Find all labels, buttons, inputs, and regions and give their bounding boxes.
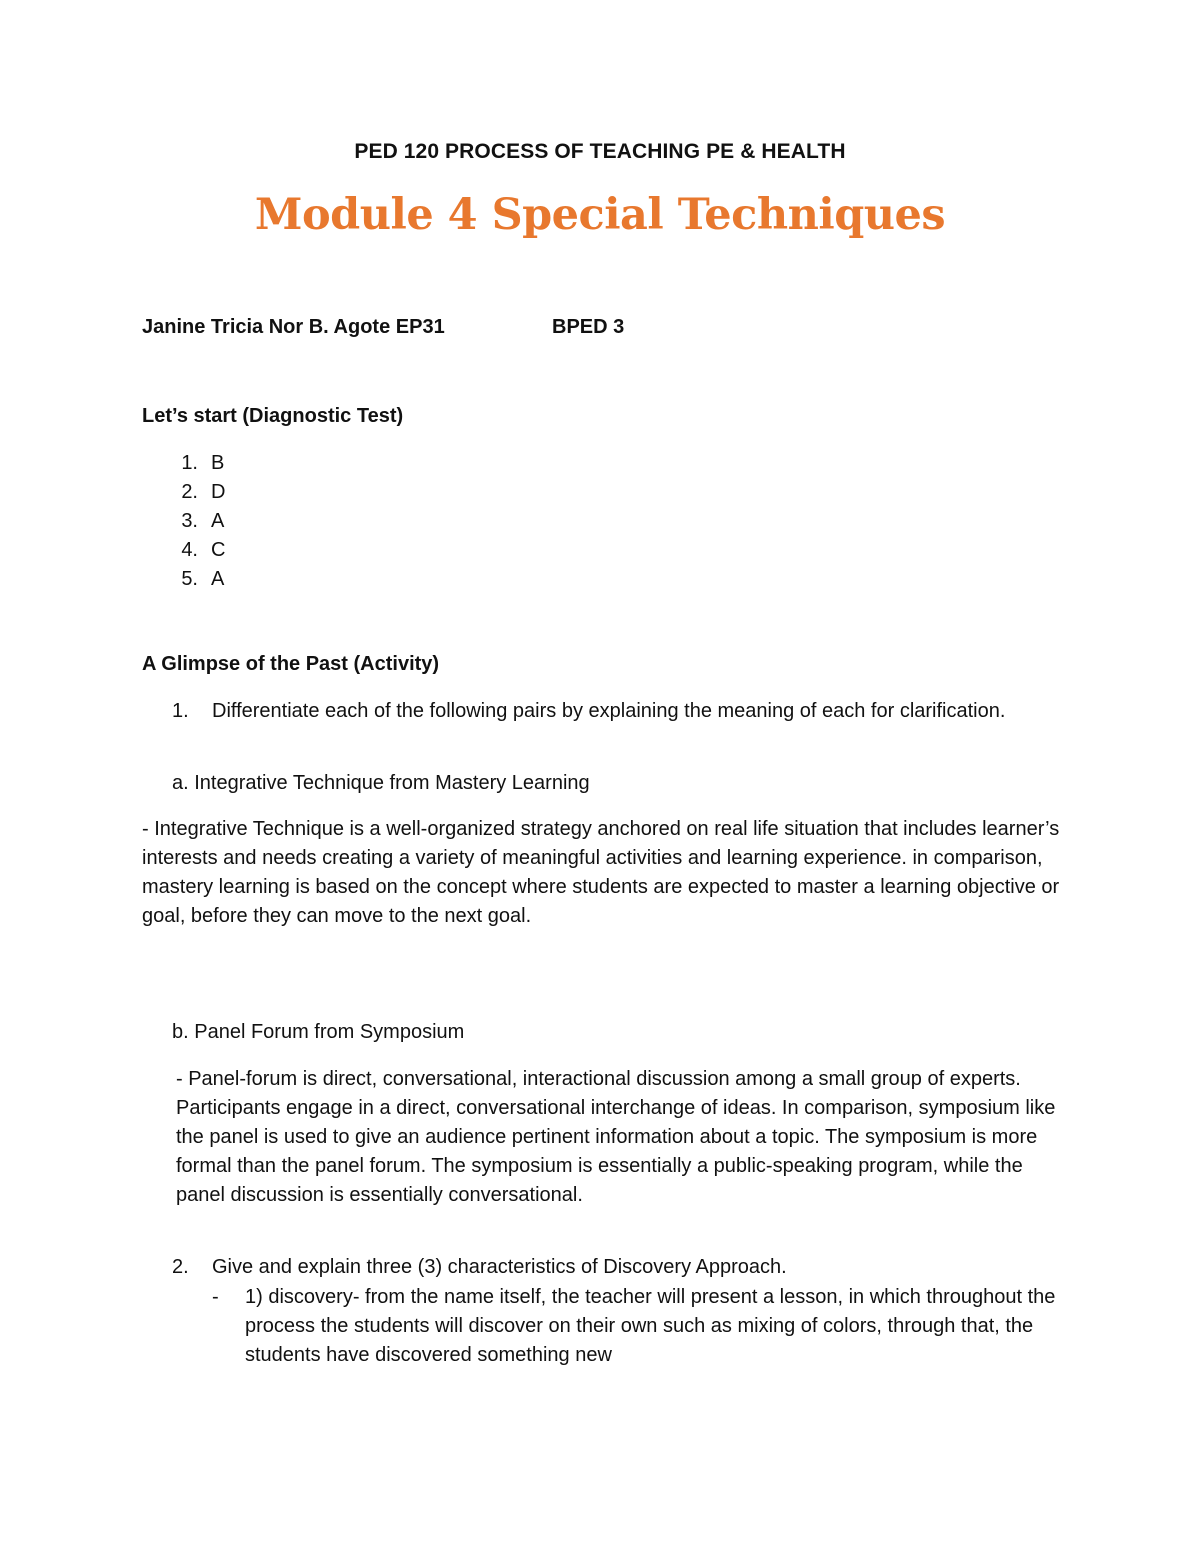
student-class: BPED 3 [552,316,625,338]
answer-value: B [211,452,225,474]
characteristic-item [212,1283,1062,1370]
question-number: 1. [172,700,189,722]
question-text: Give and explain three (3) characteristics of Discovery Approach. [212,1256,787,1278]
pair-b-answer: - Panel-forum is direct, conversational, interactional discussion among a small group of experts. Participants engage in a direct, conversational interchange of ideas. In comparison, symposium like the panel is used to give an audience pertinent information about a topic. The symposium is more formal than the panel forum. The symposium is essentially a public-speaking program, while the panel discussion is essentially conversational. [176,1068,1056,1206]
question-1 [172,697,1052,726]
module-title: Module 4 Special Techniques [254,190,946,240]
pair-b-label: b. Panel Forum from Symposium [172,1021,465,1043]
diagnostic-heading: Let’s start (Diagnostic Test) [142,405,404,427]
question-number: 2. [172,1256,189,1278]
answer-number: 1. [181,452,198,474]
answer-number: 4. [181,539,198,561]
pair-a-label: a. Integrative Technique from Mastery Learning [172,772,590,794]
pair-a-answer: - Integrative Technique is a well-organized strategy anchored on real life situation that includes learner’s interests and needs creating a variety of meaningful activities and learning experience. in comparison, mastery learning is based on the concept where students are expected to master a learning objective or goal, before they can move to the next goal. [142,818,1060,927]
student-name: Janine Tricia Nor B. Agote EP31 [142,316,445,338]
answer-value: A [211,510,225,532]
answer-value: C [211,539,226,561]
answer-number: 2. [181,481,198,503]
answer-item [142,536,226,565]
answer-item [142,507,225,536]
activity-heading: A Glimpse of the Past (Activity) [142,653,440,675]
student-info [142,316,625,339]
answer-value: A [211,568,225,590]
answer-item [142,565,225,594]
answer-number: 3. [181,510,198,532]
question-2 [172,1253,1072,1282]
question-text: Differentiate each of the following pairs by explaining the meaning of each for clarification. [212,700,1006,722]
course-heading: PED 120 PROCESS OF TEACHING PE & HEALTH [354,140,846,163]
diagnostic-answer-list [142,449,226,594]
characteristic-text: 1) discovery- from the name itself, the teacher will present a lesson, in which throughout the process the students will discover on their own such as mixing of colors, through that, the students have discovered something new [245,1286,1056,1366]
answer-value: D [211,481,226,503]
answer-item [142,449,225,478]
answer-item [142,478,226,507]
bullet-dash: - [212,1286,219,1308]
answer-number: 5. [181,568,198,590]
